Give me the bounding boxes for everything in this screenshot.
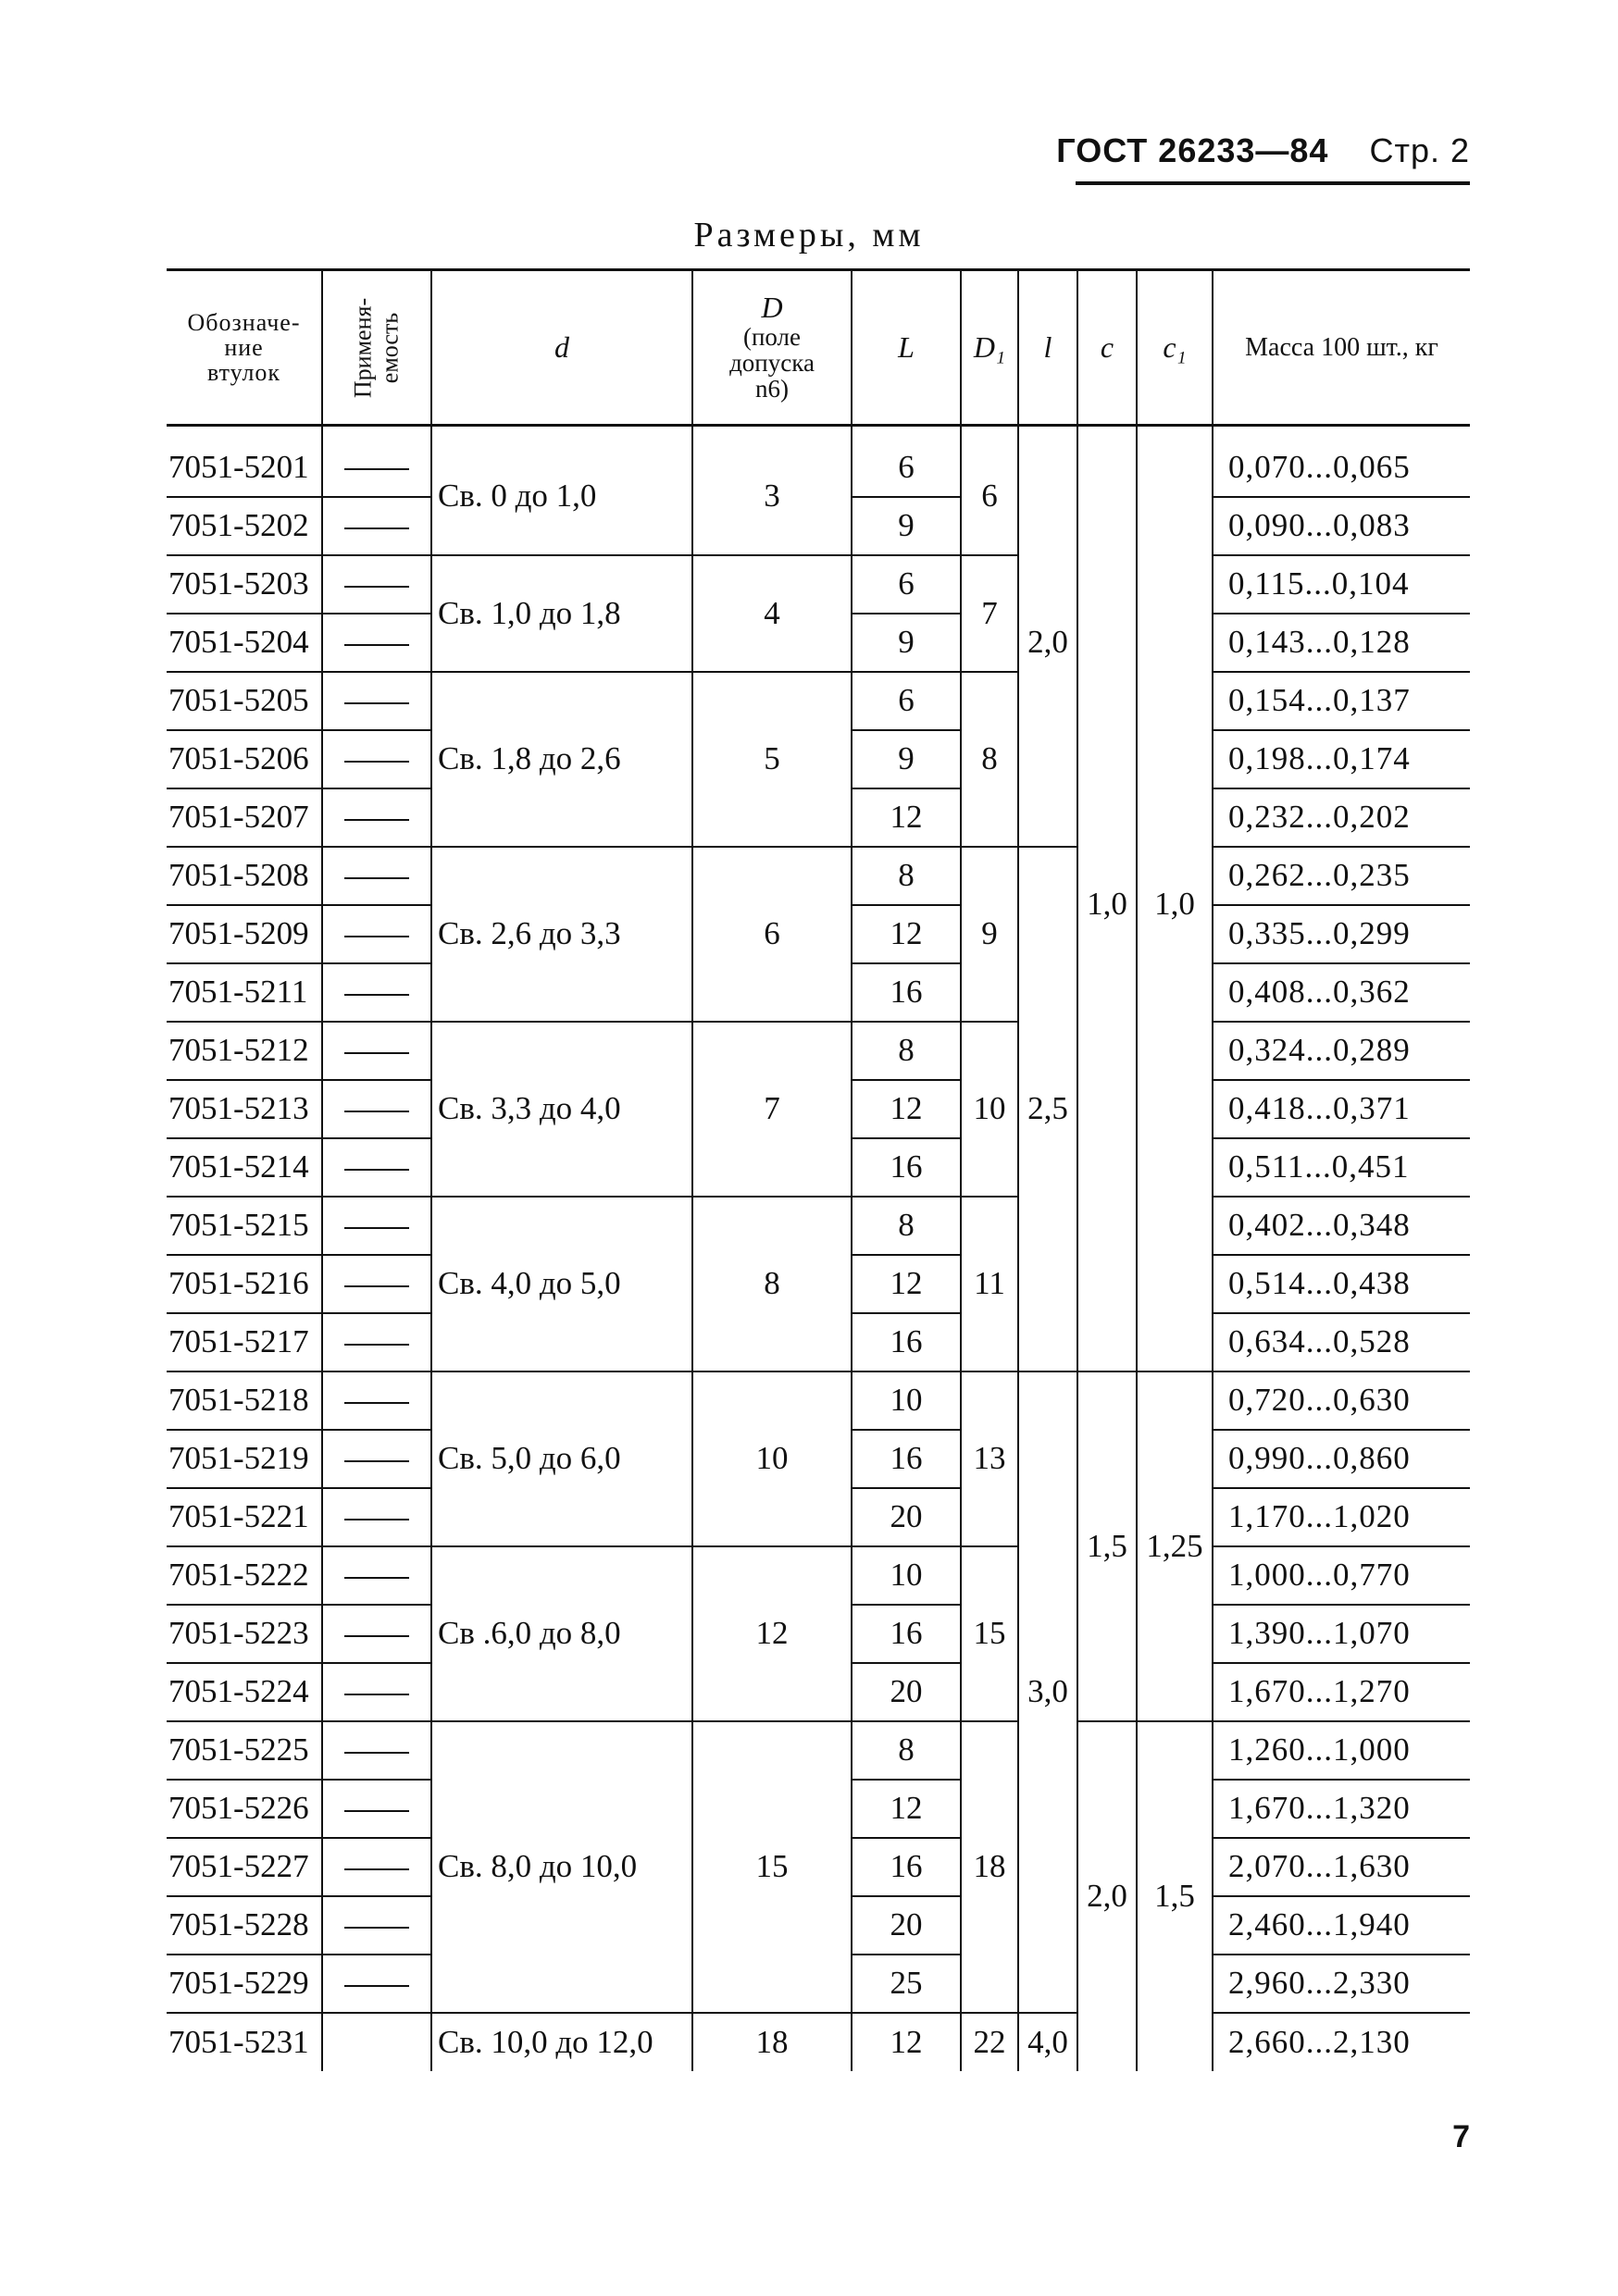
header-rule [1076,181,1470,185]
group-D: 6 [692,847,852,1022]
group-D1: 9 [961,847,1018,1022]
row-code: 7051-5228 [167,1896,322,1955]
row-code: 7051-5213 [167,1080,322,1138]
row-applicability [322,1022,431,1080]
row-code: 7051-5204 [167,614,322,672]
row-applicability [322,1838,431,1896]
group-c1: 1,0 [1137,439,1213,1371]
row-L: 9 [852,497,961,555]
row-applicability [322,847,431,905]
row-L: 8 [852,1721,961,1780]
row-mass: 0,990...0,860 [1213,1430,1470,1488]
row-mass: 0,634...0,528 [1213,1313,1470,1371]
row-code: 7051-5211 [167,963,322,1022]
row-mass: 0,115...0,104 [1213,555,1470,614]
row-mass: 0,143...0,128 [1213,614,1470,672]
group-D: 4 [692,555,852,672]
col-header-D: D (поле допуска n6) [692,270,852,426]
row-L: 8 [852,1022,961,1080]
row-code: 7051-5218 [167,1371,322,1430]
group-c1: 1,5 [1137,1721,1213,2071]
page-label: Стр. 2 [1369,131,1470,169]
row-mass: 0,514...0,438 [1213,1255,1470,1313]
row-L: 10 [852,1546,961,1605]
row-mass: 0,198...0,174 [1213,730,1470,788]
group-D: 10 [692,1371,852,1546]
group-d: Св. 4,0 до 5,0 [431,1197,692,1371]
row-applicability [322,1371,431,1430]
row-L: 20 [852,1663,961,1721]
row-code: 7051-5206 [167,730,322,788]
row-applicability [322,555,431,614]
col-header-c1: c₁ [1137,270,1213,426]
row-mass: 2,960...2,330 [1213,1955,1470,2013]
group-d: Св. 5,0 до 6,0 [431,1371,692,1546]
row-code: 7051-5202 [167,497,322,555]
group-c: 2,0 [1077,1721,1137,2071]
row-applicability [322,1430,431,1488]
row-L: 12 [852,788,961,847]
row-mass: 0,154...0,137 [1213,672,1470,730]
row-applicability [322,1138,431,1197]
table-row [167,1371,1470,1430]
group-D: 8 [692,1197,852,1371]
row-applicability [322,1488,431,1546]
col-header-l: l [1018,270,1077,426]
group-d: Св. 8,0 до 10,0 [431,1721,692,2013]
row-L: 12 [852,905,961,963]
row-L: 20 [852,1896,961,1955]
row-code: 7051-5225 [167,1721,322,1780]
row-code: 7051-5216 [167,1255,322,1313]
group-l: 3,0 [1018,1371,1077,2013]
row-mass: 2,070...1,630 [1213,1838,1470,1896]
row-applicability [322,1313,431,1371]
table-row [167,1022,1470,1080]
row-code: 7051-5215 [167,1197,322,1255]
row-L: 6 [852,555,961,614]
row-code: 7051-5219 [167,1430,322,1488]
row-applicability [322,1197,431,1255]
row-L: 9 [852,730,961,788]
row-applicability [322,1546,431,1605]
group-D: 18 [692,2013,852,2071]
group-d: Св .6,0 до 8,0 [431,1546,692,1721]
row-L: 12 [852,2013,961,2071]
row-applicability [322,730,431,788]
row-L: 12 [852,1780,961,1838]
group-l: 2,0 [1018,439,1077,847]
row-code: 7051-5221 [167,1488,322,1546]
row-mass: 1,670...1,320 [1213,1780,1470,1838]
row-code: 7051-5208 [167,847,322,905]
row-mass: 0,262...0,235 [1213,847,1470,905]
col-header-c: c [1077,270,1137,426]
row-mass: 0,324...0,289 [1213,1022,1470,1080]
table-row [167,1546,1470,1605]
group-D: 15 [692,1721,852,2013]
row-L: 20 [852,1488,961,1546]
row-code: 7051-5229 [167,1955,322,2013]
row-code: 7051-5224 [167,1663,322,1721]
col-header-code: Обозначе- ние втулок [167,270,322,426]
row-L: 16 [852,1838,961,1896]
row-L: 6 [852,672,961,730]
group-c: 1,0 [1077,439,1137,1371]
row-code: 7051-5222 [167,1546,322,1605]
row-L: 10 [852,1371,961,1430]
row-L: 16 [852,1313,961,1371]
table-row [167,2013,1470,2071]
row-mass: 0,720...0,630 [1213,1371,1470,1430]
group-l: 2,5 [1018,847,1077,1371]
group-D1: 11 [961,1197,1018,1371]
group-l: 4,0 [1018,2013,1077,2071]
row-mass: 0,511...0,451 [1213,1138,1470,1197]
group-d: Св. 1,0 до 1,8 [431,555,692,672]
row-L: 9 [852,614,961,672]
row-mass: 1,170...1,020 [1213,1488,1470,1546]
row-applicability [322,1663,431,1721]
row-L: 16 [852,963,961,1022]
row-code: 7051-5205 [167,672,322,730]
row-L: 12 [852,1255,961,1313]
group-D1: 8 [961,672,1018,847]
group-c1: 1,25 [1137,1371,1213,1721]
row-L: 25 [852,1955,961,2013]
row-applicability [322,2013,431,2071]
row-L: 12 [852,1080,961,1138]
row-mass: 2,660...2,130 [1213,2013,1470,2071]
row-applicability [322,1080,431,1138]
page-number: 7 [1452,2119,1470,2154]
dimensions-table [167,268,1470,2071]
row-mass: 0,335...0,299 [1213,905,1470,963]
row-code: 7051-5207 [167,788,322,847]
row-code: 7051-5227 [167,1838,322,1896]
table-header [167,270,1470,426]
group-D1: 15 [961,1546,1018,1721]
row-code: 7051-5209 [167,905,322,963]
row-mass: 0,402...0,348 [1213,1197,1470,1255]
group-d: Св. 3,3 до 4,0 [431,1022,692,1197]
row-mass: 0,408...0,362 [1213,963,1470,1022]
row-code: 7051-5201 [167,439,322,497]
row-applicability [322,1896,431,1955]
row-mass: 0,232...0,202 [1213,788,1470,847]
group-D: 7 [692,1022,852,1197]
row-mass: 1,670...1,270 [1213,1663,1470,1721]
row-mass: 0,070...0,065 [1213,439,1470,497]
row-applicability [322,788,431,847]
group-D1: 18 [961,1721,1018,2013]
row-code: 7051-5214 [167,1138,322,1197]
row-mass: 2,460...1,940 [1213,1896,1470,1955]
group-D1: 7 [961,555,1018,672]
running-header [1056,131,1470,170]
row-applicability [322,905,431,963]
row-code: 7051-5203 [167,555,322,614]
row-code: 7051-5231 [168,2023,309,2060]
row-applicability [322,672,431,730]
row-L: 16 [852,1605,961,1663]
group-D1: 22 [961,2013,1018,2071]
row-applicability [322,497,431,555]
table-row [167,1197,1470,1255]
row-mass: 1,390...1,070 [1213,1605,1470,1663]
table-body [167,426,1470,2071]
group-D: 5 [692,672,852,847]
row-mass: 1,260...1,000 [1213,1721,1470,1780]
row-applicability [322,963,431,1022]
group-D: 12 [692,1546,852,1721]
row-code: 7051-5212 [167,1022,322,1080]
group-D1: 10 [961,1022,1018,1197]
row-L: 16 [852,1430,961,1488]
row-applicability [322,439,431,497]
row-applicability [322,614,431,672]
group-d: Св. 10,0 до 12,0 [431,2013,692,2071]
col-header-D1: D₁ [961,270,1018,426]
table-caption: Размеры, мм [693,216,925,254]
group-D1: 13 [961,1371,1018,1546]
row-applicability [322,1955,431,2013]
row-code: 7051-5223 [167,1605,322,1663]
row-L: 6 [852,439,961,497]
table-row [167,555,1470,614]
row-mass: 0,418...0,371 [1213,1080,1470,1138]
row-L: 8 [852,1197,961,1255]
table-row [167,439,1470,497]
col-header-mass: Масса 100 шт., кг [1213,270,1470,426]
standard-number: ГОСТ 26233—84 [1056,131,1329,169]
row-code: 7051-5217 [167,1313,322,1371]
group-c: 1,5 [1077,1371,1137,1721]
group-d: Св. 1,8 до 2,6 [431,672,692,847]
row-mass: 0,090...0,083 [1213,497,1470,555]
row-L: 16 [852,1138,961,1197]
table-row [167,847,1470,905]
row-code: 7051-5226 [167,1780,322,1838]
table-row [167,672,1470,730]
row-applicability [322,1255,431,1313]
row-L: 8 [852,847,961,905]
col-header-d: d [431,270,692,426]
row-applicability [322,1721,431,1780]
row-applicability [322,1605,431,1663]
table-row [167,1721,1470,1780]
group-D1: 6 [961,439,1018,555]
row-mass: 1,000...0,770 [1213,1546,1470,1605]
col-header-L: L [852,270,961,426]
group-D: 3 [692,439,852,555]
row-applicability [322,1780,431,1838]
group-d: Св. 2,6 до 3,3 [431,847,692,1022]
group-d: Св. 0 до 1,0 [431,439,692,555]
col-header-applicability: Применя- емость [322,270,431,426]
